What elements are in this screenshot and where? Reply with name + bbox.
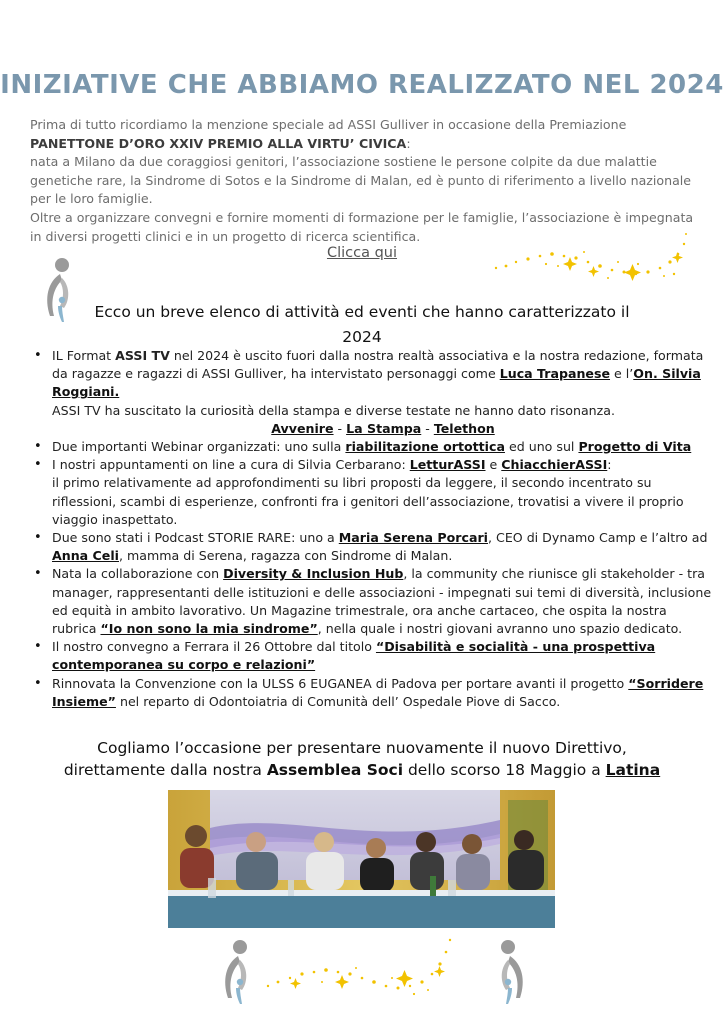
avvenire-link[interactable]: Avvenire (271, 420, 334, 436)
closing-text-part: direttamente dalla nostra (63, 760, 267, 779)
event-text: ed uno sul (504, 439, 579, 455)
intro-p2: nata a Milano da due coraggiosi genitori, l’associazione sostiene le persone colpite da due malattie genetiche rare, la Sindrome di Sotos e la Sindrome di Malan, ed è punto di riferimento a livello nazionale per le loro famiglie. (30, 154, 692, 207)
silvia-roggiani-link[interactable]: On. Silvia Roggiani. (52, 366, 701, 400)
event-text: e (485, 457, 502, 473)
event-text: Due importanti Webinar organizzati: uno sulla (52, 439, 346, 455)
list-item (52, 438, 714, 456)
assi-tv-name: ASSI TV (115, 348, 170, 363)
la-stampa-link[interactable]: La Stampa (346, 420, 422, 436)
event-text: nel reparto di Odontoiatria di Comunità dell’ Ospedale Piove di Sacco. (115, 693, 561, 709)
list-item (52, 638, 714, 674)
event-text: , mamma di Serena, ragazza con Sindrome di Malan. (118, 548, 453, 564)
sparkle-trail-icon (488, 226, 698, 286)
event-text: , CEO di Dynamo Camp e l’altro ad (488, 530, 708, 546)
board-group-photo (168, 790, 555, 928)
event-text: I nostri appuntamenti on line a cura di Silvia Cerbarano: (52, 457, 410, 473)
list-item (52, 347, 714, 438)
list-item (52, 675, 714, 711)
io-non-sono-la-mia-sindrome-link[interactable]: “Io non sono la mia sindrome” (100, 621, 318, 637)
event-text: e l’ (610, 366, 634, 382)
list-item (52, 565, 714, 638)
progetto-di-vita-link[interactable]: Progetto di Vita (578, 439, 692, 455)
convegno-ferrara-link[interactable]: “Disabilità e socialità - una prospettiva contemporanea su corpo e relazioni” (52, 639, 656, 673)
event-text: Il nostro convegno a Ferrara il 26 Ottobre dal titolo (52, 639, 376, 655)
chiacchierassi-link[interactable]: ChiacchierASSI (501, 457, 608, 473)
list-item (52, 529, 714, 565)
event-text: ASSI TV ha suscitato la curiosità della stampa e diverse testate ne hanno dato risonanza. (52, 402, 615, 418)
event-text: , nella quale i nostri giovani avranno uno spazio dedicato. (317, 621, 683, 637)
event-text: : (607, 457, 612, 473)
anna-celi-link[interactable]: Anna Celi (52, 548, 119, 564)
gulliver-figure-icon (218, 938, 254, 1006)
clicca-qui-link[interactable]: Clicca qui (326, 245, 398, 261)
events-heading: Ecco un breve elenco di attività ed eventi che hanno caratterizzato il 2024 (94, 303, 630, 346)
closing-line-1: Cogliamo l’occasione per presentare nuovamente il nuovo Direttivo, (97, 739, 627, 757)
separator: - (333, 420, 347, 436)
event-text: Due sono stati i Podcast STORIE RARE: uno a (52, 530, 339, 546)
sorridere-insieme-link[interactable]: “Sorridere Insieme” (52, 675, 704, 709)
gulliver-figure-icon (40, 256, 76, 324)
letturassi-link[interactable]: LetturASSI (409, 457, 486, 473)
diversity-inclusion-hub-link[interactable]: Diversity & Inclusion Hub (223, 566, 404, 582)
closing-text (0, 738, 724, 781)
events-list (32, 347, 714, 711)
luca-trapanese-link[interactable]: Luca Trapanese (499, 366, 611, 382)
intro-award-name: PANETTONE D’ORO XXIV PREMIO ALLA VIRTU’ CIVICA (30, 135, 407, 151)
page-title: INIZIATIVE CHE ABBIAMO REALIZZATO NEL 2024 (0, 70, 724, 100)
event-text: Rinnovata la Convenzione con la ULSS 6 EUGANEA di Padova per portare avanti il progetto (52, 675, 629, 691)
latina-link[interactable]: Latina (605, 760, 661, 779)
closing-text-part: dello scorso 18 Maggio a (403, 760, 606, 779)
intro-p1-end: : (406, 135, 411, 151)
press-links (52, 420, 714, 438)
event-text: il primo relativamente ad approfondimenti su libri proposti da leggere, il secondo incentrato su riflessioni, scambi di esperienze, confronti fra i genitori dell’associazione, trovatisi a vivere il proprio viaggio inaspettato. (52, 475, 684, 527)
event-text: , la community che riunisce gli stakeholder - tra manager, rappresentanti delle istituzioni e delle associazioni - impegnati sui temi di diversità, inclusione ed equità in ambito lavorativo. Un Magazine trimestrale, ora anche cartaceo, che ospita la nostra rubrica (52, 566, 712, 637)
gulliver-figure-icon (494, 938, 530, 1006)
separator: - (421, 420, 434, 436)
telethon-link[interactable]: Telethon (433, 420, 495, 436)
event-text: nel 2024 è uscito fuori dalla nostra realtà associativa e la nostra redazione, formata da ragazze e ragazzi di ASSI Gulliver, ha intervistato personaggi come (52, 348, 704, 382)
maria-serena-porcari-link[interactable]: Maria Serena Porcari (338, 530, 489, 546)
intro-p3: Oltre a organizzare convegni e fornire momenti di formazione per le famiglie, l’associazione è impegnata in diversi progetti clinici e in un progetto di ricerca scientifica. (30, 209, 694, 244)
assemblea-soci: Assemblea Soci (266, 760, 404, 779)
event-text: Nata la collaborazione con (52, 566, 224, 582)
riabilitazione-ortottica-link[interactable]: riabilitazione ortottica (345, 439, 505, 455)
list-item (52, 456, 714, 529)
event-text: IL Format (52, 348, 116, 363)
sparkle-trail-icon (262, 930, 462, 1000)
intro-p1-text: Prima di tutto ricordiamo la menzione speciale ad ASSI Gulliver in occasione della Premiazione (30, 117, 627, 132)
